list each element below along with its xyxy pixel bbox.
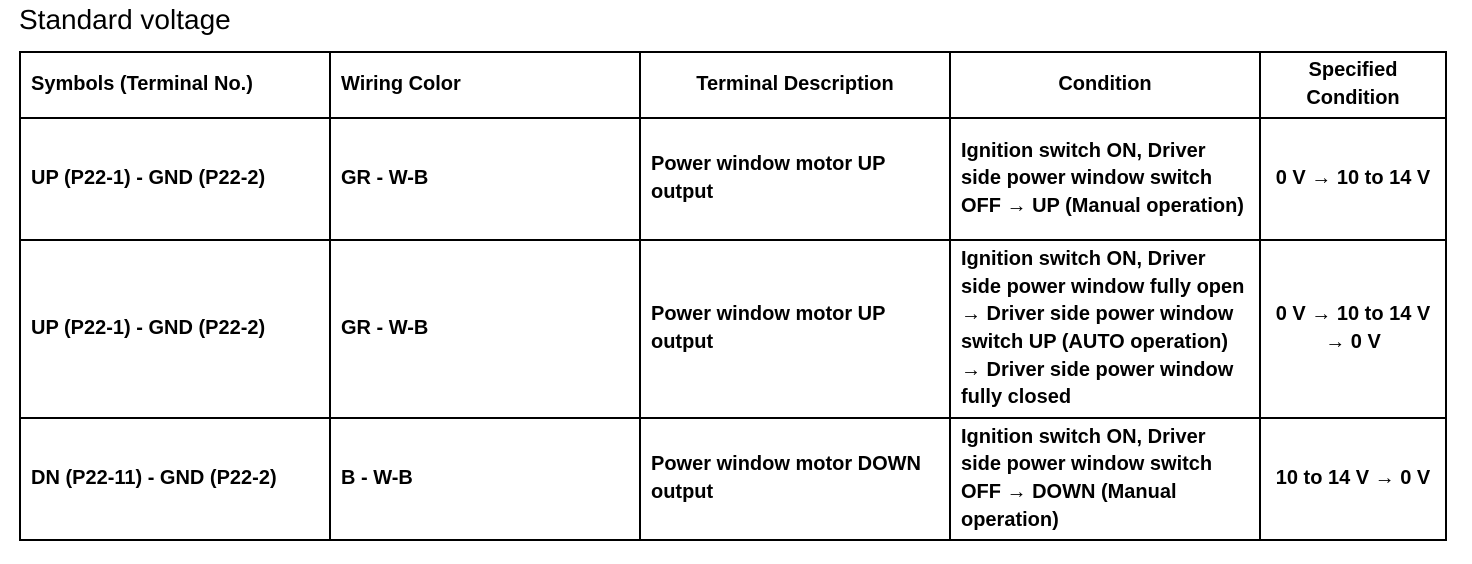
column-header-wiring-color: Wiring Color [330, 52, 640, 118]
cell-wiring-color: GR - W-B [330, 240, 640, 418]
cell-terminal-description: Power window motor DOWN output [640, 418, 950, 540]
cell-symbols: DN (P22-11) - GND (P22-2) [20, 418, 330, 540]
table-row [20, 240, 1446, 418]
column-header-condition: Condition [950, 52, 1260, 118]
column-header-specified-condition: Specified Condition [1260, 52, 1446, 118]
cell-terminal-description: Power window motor UP output [640, 240, 950, 418]
cell-terminal-description: Power window motor UP output [640, 118, 950, 240]
cell-specified-condition: 0 V → 10 to 14 V [1260, 118, 1446, 240]
table-header-row [20, 52, 1446, 118]
cell-condition: Ignition switch ON, Driver side power window switch OFF → DOWN (Manual operation) [950, 418, 1260, 540]
cell-symbols: UP (P22-1) - GND (P22-2) [20, 240, 330, 418]
standard-voltage-table [19, 51, 1447, 541]
table-row [20, 118, 1446, 240]
cell-wiring-color: GR - W-B [330, 118, 640, 240]
column-header-symbols: Symbols (Terminal No.) [20, 52, 330, 118]
cell-specified-condition: 0 V → 10 to 14 V → 0 V [1260, 240, 1446, 418]
cell-condition: Ignition switch ON, Driver side power window fully open → Driver side power window switch UP (AUTO operation) → Driver side power window fully closed [950, 240, 1260, 418]
cell-wiring-color: B - W-B [330, 418, 640, 540]
column-header-terminal-description: Terminal Description [640, 52, 950, 118]
table-row [20, 418, 1446, 540]
page-title: Standard voltage [19, 4, 231, 35]
cell-condition: Ignition switch ON, Driver side power window switch OFF → UP (Manual operation) [950, 118, 1260, 240]
cell-symbols: UP (P22-1) - GND (P22-2) [20, 118, 330, 240]
cell-specified-condition: 10 to 14 V → 0 V [1260, 418, 1446, 540]
